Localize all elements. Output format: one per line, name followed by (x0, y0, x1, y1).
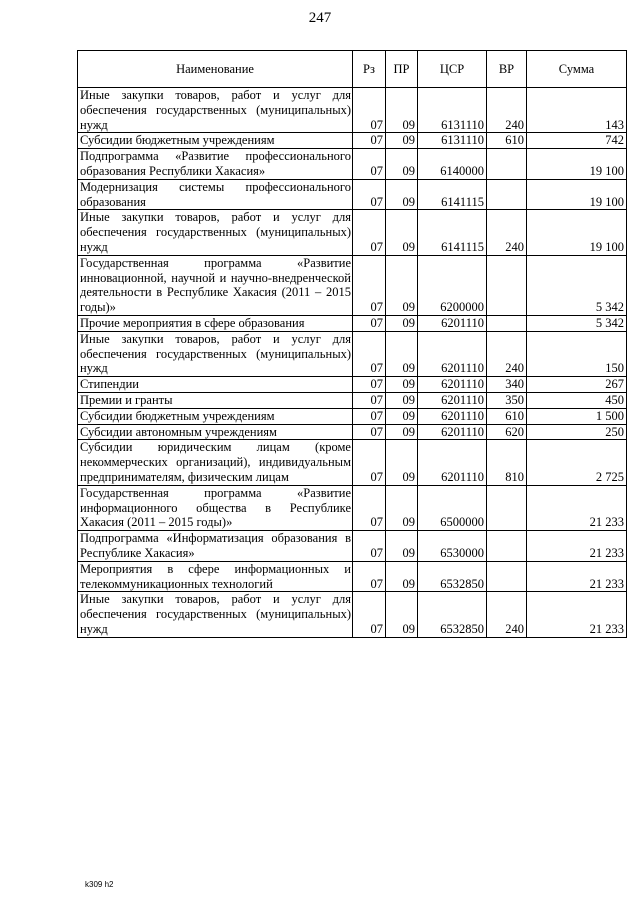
cell-pr: 09 (386, 408, 418, 424)
column-header-rz: Рз (353, 51, 386, 88)
column-header-vr: ВР (487, 51, 527, 88)
cell-rz: 07 (353, 88, 386, 133)
cell-pr: 09 (386, 315, 418, 331)
cell-sum: 742 (527, 133, 627, 149)
cell-sum: 21 233 (527, 485, 627, 530)
cell-vr: 240 (487, 88, 527, 133)
cell-name: Субсидии юридическим лицам (кроме некоммерческих организаций), индивидуальным предпринимателям, физическим лицам (78, 440, 353, 485)
cell-rz: 07 (353, 377, 386, 393)
cell-sum: 250 (527, 424, 627, 440)
cell-sum: 2 725 (527, 440, 627, 485)
cell-csr: 6532850 (418, 592, 487, 637)
cell-vr: 810 (487, 440, 527, 485)
cell-sum: 21 233 (527, 592, 627, 637)
table-row (78, 255, 627, 315)
table-row (78, 561, 627, 592)
cell-vr: 240 (487, 331, 527, 376)
cell-csr: 6201110 (418, 440, 487, 485)
cell-sum: 21 233 (527, 561, 627, 592)
table-row (78, 377, 627, 393)
cell-sum: 5 342 (527, 315, 627, 331)
cell-rz: 07 (353, 392, 386, 408)
cell-vr (487, 255, 527, 315)
cell-pr: 09 (386, 592, 418, 637)
cell-sum: 5 342 (527, 255, 627, 315)
cell-name: Иные закупки товаров, работ и услуг для обеспечения государственных (муниципальных) нужд (78, 210, 353, 255)
footer-code: k309 h2 (85, 880, 114, 889)
cell-csr: 6141115 (418, 210, 487, 255)
table-header-row (78, 51, 627, 88)
table-row (78, 408, 627, 424)
cell-pr: 09 (386, 531, 418, 562)
cell-sum: 19 100 (527, 149, 627, 180)
table-row (78, 392, 627, 408)
cell-csr: 6201110 (418, 315, 487, 331)
table-row (78, 315, 627, 331)
cell-rz: 07 (353, 133, 386, 149)
table-row (78, 424, 627, 440)
cell-vr (487, 149, 527, 180)
cell-rz: 07 (353, 255, 386, 315)
cell-name: Иные закупки товаров, работ и услуг для обеспечения государственных (муниципальных) нужд (78, 592, 353, 637)
table-row (78, 531, 627, 562)
cell-name: Иные закупки товаров, работ и услуг для обеспечения государственных (муниципальных) нужд (78, 331, 353, 376)
cell-name: Премии и гранты (78, 392, 353, 408)
table-row (78, 179, 627, 210)
cell-name: Подпрограмма «Развитие профессионального образования Республики Хакасия» (78, 149, 353, 180)
cell-rz: 07 (353, 408, 386, 424)
cell-vr: 240 (487, 210, 527, 255)
column-header-csr: ЦСР (418, 51, 487, 88)
cell-sum: 267 (527, 377, 627, 393)
cell-rz: 07 (353, 561, 386, 592)
column-header-pr: ПР (386, 51, 418, 88)
cell-sum: 21 233 (527, 531, 627, 562)
table-row (78, 88, 627, 133)
cell-vr: 340 (487, 377, 527, 393)
cell-pr: 09 (386, 149, 418, 180)
cell-pr: 09 (386, 331, 418, 376)
cell-name: Иные закупки товаров, работ и услуг для обеспечения государственных (муниципальных) нужд (78, 88, 353, 133)
cell-rz: 07 (353, 149, 386, 180)
cell-csr: 6532850 (418, 561, 487, 592)
cell-sum: 450 (527, 392, 627, 408)
cell-name: Субсидии автономным учреждениям (78, 424, 353, 440)
cell-name: Государственная программа «Развитие информационного общества в Республике Хакасия (2011 – 2015 годы)» (78, 485, 353, 530)
cell-csr: 6140000 (418, 149, 487, 180)
cell-vr (487, 531, 527, 562)
cell-pr: 09 (386, 561, 418, 592)
cell-sum: 19 100 (527, 210, 627, 255)
cell-rz: 07 (353, 440, 386, 485)
cell-name: Мероприятия в сфере информационных и телекоммуникационных технологий (78, 561, 353, 592)
cell-csr: 6131110 (418, 133, 487, 149)
cell-rz: 07 (353, 592, 386, 637)
cell-vr: 350 (487, 392, 527, 408)
table-row (78, 331, 627, 376)
cell-sum: 150 (527, 331, 627, 376)
cell-pr: 09 (386, 392, 418, 408)
cell-rz: 07 (353, 210, 386, 255)
cell-name: Субсидии бюджетным учреждениям (78, 133, 353, 149)
cell-csr: 6141115 (418, 179, 487, 210)
cell-vr: 610 (487, 408, 527, 424)
cell-rz: 07 (353, 424, 386, 440)
cell-csr: 6201110 (418, 331, 487, 376)
cell-csr: 6201110 (418, 377, 487, 393)
cell-rz: 07 (353, 331, 386, 376)
cell-vr: 620 (487, 424, 527, 440)
table-row (78, 133, 627, 149)
cell-pr: 09 (386, 440, 418, 485)
column-header-sum: Сумма (527, 51, 627, 88)
table-row (78, 485, 627, 530)
cell-rz: 07 (353, 485, 386, 530)
table-row (78, 592, 627, 637)
cell-sum: 143 (527, 88, 627, 133)
cell-sum: 1 500 (527, 408, 627, 424)
budget-table (77, 50, 627, 638)
cell-pr: 09 (386, 179, 418, 210)
cell-csr: 6201110 (418, 392, 487, 408)
cell-vr (487, 485, 527, 530)
cell-name: Стипендии (78, 377, 353, 393)
cell-pr: 09 (386, 88, 418, 133)
cell-rz: 07 (353, 179, 386, 210)
cell-csr: 6131110 (418, 88, 487, 133)
cell-pr: 09 (386, 255, 418, 315)
table-row (78, 149, 627, 180)
table-row (78, 440, 627, 485)
cell-csr: 6201110 (418, 424, 487, 440)
cell-name: Субсидии бюджетным учреждениям (78, 408, 353, 424)
cell-pr: 09 (386, 133, 418, 149)
cell-vr: 610 (487, 133, 527, 149)
cell-rz: 07 (353, 531, 386, 562)
cell-pr: 09 (386, 485, 418, 530)
cell-name: Прочие мероприятия в сфере образования (78, 315, 353, 331)
cell-vr (487, 315, 527, 331)
cell-csr: 6200000 (418, 255, 487, 315)
cell-name: Подпрограмма «Информатизация образования в Республике Хакасия» (78, 531, 353, 562)
cell-vr (487, 561, 527, 592)
cell-name: Модернизация системы профессионального образования (78, 179, 353, 210)
cell-csr: 6201110 (418, 408, 487, 424)
cell-csr: 6500000 (418, 485, 487, 530)
cell-vr: 240 (487, 592, 527, 637)
column-header-name: Наименование (78, 51, 353, 88)
cell-pr: 09 (386, 424, 418, 440)
cell-rz: 07 (353, 315, 386, 331)
page-number: 247 (308, 10, 332, 26)
cell-pr: 09 (386, 377, 418, 393)
cell-name: Государственная программа «Развитие инновационной, научной и научно-внедренческой деятельности в Республике Хакасия (2011 – 2015 годы)» (78, 255, 353, 315)
cell-csr: 6530000 (418, 531, 487, 562)
cell-vr (487, 179, 527, 210)
table-row (78, 210, 627, 255)
cell-sum: 19 100 (527, 179, 627, 210)
cell-pr: 09 (386, 210, 418, 255)
